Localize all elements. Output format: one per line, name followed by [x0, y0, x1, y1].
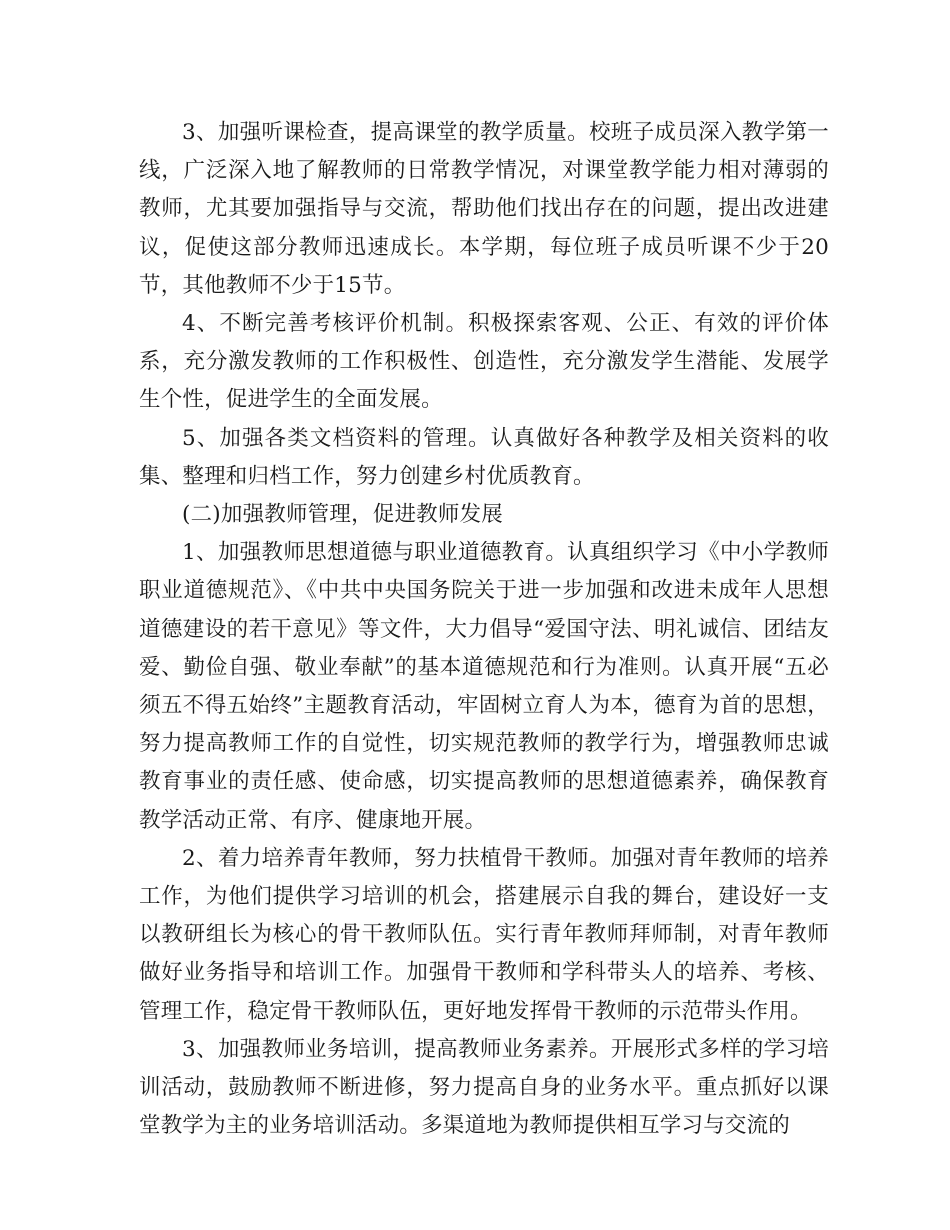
- paragraph-listening-inspection: 3、加强听课检查，提高课堂的教学质量。校班子成员深入教学第一线，广泛深入地了解教师的日常教学情况，对课堂教学能力相对薄弱的教师，尤其要加强指导与交流，帮助他们找出存在的问题，提出改进建议，促使这部分教师迅速成长。本学期，每位班子成员听课不少于20节，其他教师不少于15节。: [139, 120, 829, 298]
- paragraph-document-management: 5、加强各类文档资料的管理。认真做好各种教学及相关资料的收集、整理和归档工作，努力创建乡村优质教育。: [139, 425, 829, 489]
- paragraph-professional-training: 3、加强教师业务培训，提高教师业务素养。开展形式多样的学习培训活动，鼓励教师不断进修，努力提高自身的业务水平。重点抓好以课堂教学为主的业务培训活动。多渠道地为教师提供相互学习与交流的: [139, 1036, 829, 1139]
- document-body: [139, 114, 829, 1145]
- paragraph-young-teachers: 2、着力培养青年教师，努力扶植骨干教师。加强对青年教师的培养工作，为他们提供学习培训的机会，搭建展示自我的舞台，建设好一支以教研组长为核心的骨干教师队伍。实行青年教师拜师制，对青年教师做好业务指导和培训工作。加强骨干教师和学科带头人的培养、考核、管理工作，稳定骨干教师队伍，更好地发挥骨干教师的示范带头作用。: [139, 845, 829, 1024]
- paragraph-evaluation-mechanism: 4、不断完善考核评价机制。积极探索客观、公正、有效的评价体系，充分激发教师的工作积极性、创造性，充分激发学生潜能、发展学生个性，促进学生的全面发展。: [139, 311, 829, 413]
- section-heading-teacher-management: (二)加强教师管理，促进教师发展: [182, 502, 503, 528]
- paragraph-moral-education: 1、加强教师思想道德与职业道德教育。认真组织学习《中小学教师职业道德规范》、《中共中央国务院关于进一步加强和改进未成年人思想道德建设的若干意见》等文件，大力倡导“爱国守法、明礼诚信、团结友爱、勤俭自强、敬业奉献”的基本道德规范和行为准则。认真开展“五必须五不得五始终”主题教育活动，牢固树立育人为本，德育为首的思想，努力提高教师工作的自觉性，切实规范教师的教学行为，增强教师忠诚教育事业的责任感、使命感，切实提高教师的思想道德素养，确保教育教学活动正常、有序、健康地开展。: [139, 540, 829, 833]
